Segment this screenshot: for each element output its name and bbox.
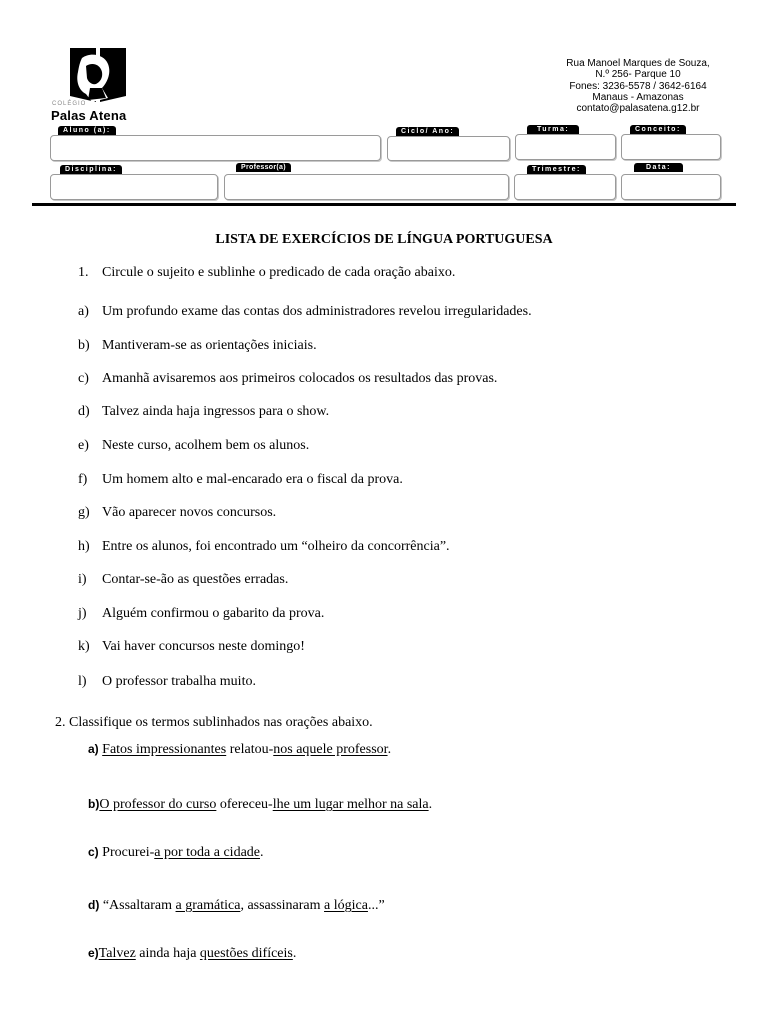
list-item: Vai haver concursos neste domingo! — [102, 639, 305, 654]
turma-label: Turma: — [527, 125, 579, 134]
list-item: Talvez ainda haja ingressos para o show. — [102, 404, 330, 419]
list-item-marker: h) — [78, 539, 90, 554]
sentence-text: . — [387, 742, 392, 757]
disciplina-field[interactable] — [50, 174, 218, 200]
turma-field[interactable] — [515, 134, 616, 160]
q2-marker: b) — [88, 797, 100, 811]
list-item-marker: a) — [78, 304, 89, 319]
address-line: N.º 256- Parque 10 — [595, 69, 681, 81]
professor-field[interactable] — [224, 174, 509, 200]
question-2-prompt: 2. Classifique os termos sublinhados nas orações abaixo. — [55, 715, 373, 730]
list-item: Vão aparecer novos concursos. — [102, 505, 277, 520]
ciclo-ano-field[interactable] — [387, 136, 510, 161]
sentence-text: “Assaltaram — [102, 898, 176, 913]
sentence-text: ...” — [367, 898, 385, 913]
list-item: Um profundo exame das contas dos administradores revelou irregularidades. — [102, 304, 532, 319]
underlined-term: lhe um lugar melhor na sala — [272, 797, 429, 812]
list-item-marker: k) — [78, 639, 90, 654]
conceito-field[interactable] — [621, 134, 721, 160]
q2-marker: a) — [88, 742, 99, 756]
logo-subtitle: COLÉGIO — [52, 101, 87, 107]
list-item: Contar-se-ão as questões erradas. — [102, 572, 289, 587]
address-line: Fones: 3236-5578 / 3642-6164 — [569, 80, 707, 92]
sentence-text: relatou- — [226, 742, 274, 757]
school-name: Palas Atena — [51, 108, 127, 123]
address-line: Manaus - Amazonas — [592, 91, 684, 103]
data-field[interactable] — [621, 174, 721, 200]
list-item-marker: l) — [78, 674, 87, 689]
q2-item-c — [88, 845, 264, 861]
sentence-text: Procurei- — [102, 845, 155, 860]
list-item: O professor trabalha muito. — [102, 674, 256, 689]
list-item-marker: g) — [78, 505, 90, 520]
address-line: contato@palasatena.g12.br — [576, 103, 700, 115]
underlined-term: nos aquele professor — [273, 742, 388, 757]
header-divider — [32, 203, 736, 206]
list-item: Alguém confirmou o gabarito da prova. — [102, 606, 325, 621]
conceito-label: Conceito: — [630, 125, 686, 134]
q2-marker: d) — [88, 898, 100, 912]
trimestre-field[interactable] — [514, 174, 616, 200]
question-1-number: 1. — [78, 265, 89, 280]
list-item: Amanhã avisaremos aos primeiros colocados os resultados das provas. — [102, 371, 498, 386]
disciplina-label: Disciplina: — [60, 165, 122, 174]
underlined-term: Talvez — [98, 946, 136, 961]
list-item-marker: e) — [78, 438, 89, 453]
trimestre-label: Trimestre: — [527, 165, 586, 174]
list-item-marker: b) — [78, 338, 90, 353]
list-item-marker: j) — [78, 606, 87, 621]
q2-marker: e) — [88, 946, 99, 960]
list-item: Neste curso, acolhem bem os alunos. — [102, 438, 310, 453]
underlined-term: Fatos impressionantes — [102, 742, 227, 757]
sentence-text: ofereceu- — [216, 797, 273, 812]
address-line: Rua Manoel Marques de Souza, — [566, 58, 710, 69]
aluno-field[interactable] — [50, 135, 381, 161]
underlined-term: a por toda a cidade — [154, 845, 260, 860]
sentence-text: . — [260, 845, 264, 860]
q2-item-e — [88, 946, 296, 962]
list-item-marker: f) — [78, 472, 88, 487]
sentence-text: ainda haja — [135, 946, 200, 961]
list-item: Um homem alto e mal-encarado era o fiscal da prova. — [102, 472, 403, 487]
list-item: Mantiveram-se as orientações iniciais. — [102, 338, 317, 353]
q2-marker: c) — [88, 845, 99, 859]
sentence-text: , assassinaram — [240, 898, 325, 913]
q2-item-b — [88, 797, 432, 813]
data-label: Data: — [634, 163, 683, 172]
underlined-term: O professor do curso — [99, 797, 217, 812]
list-item: Entre os alunos, foi encontrado um “olheiro da concorrência”. — [102, 539, 450, 554]
underlined-term: a lógica — [324, 898, 368, 913]
sentence-text: . — [292, 946, 297, 961]
aluno-label: Aluno (a): — [58, 126, 116, 135]
q2-item-a — [88, 742, 391, 758]
underlined-term: questões difíceis — [199, 946, 293, 961]
underlined-term: a gramática — [175, 898, 241, 913]
ciclo-ano-label: Ciclo/ Ano: — [396, 127, 459, 136]
school-address — [548, 58, 728, 114]
question-1-prompt: Circule o sujeito e sublinhe o predicado de cada oração abaixo. — [102, 265, 456, 280]
list-item-marker: i) — [78, 572, 87, 587]
sentence-text: . — [428, 797, 433, 812]
list-item-marker: d) — [78, 404, 90, 419]
page-title: LISTA DE EXERCÍCIOS DE LÍNGUA PORTUGUESA — [215, 232, 553, 247]
professor-label: Professor(a) — [236, 163, 291, 172]
list-item-marker: c) — [78, 371, 89, 386]
q2-item-d — [88, 898, 385, 914]
